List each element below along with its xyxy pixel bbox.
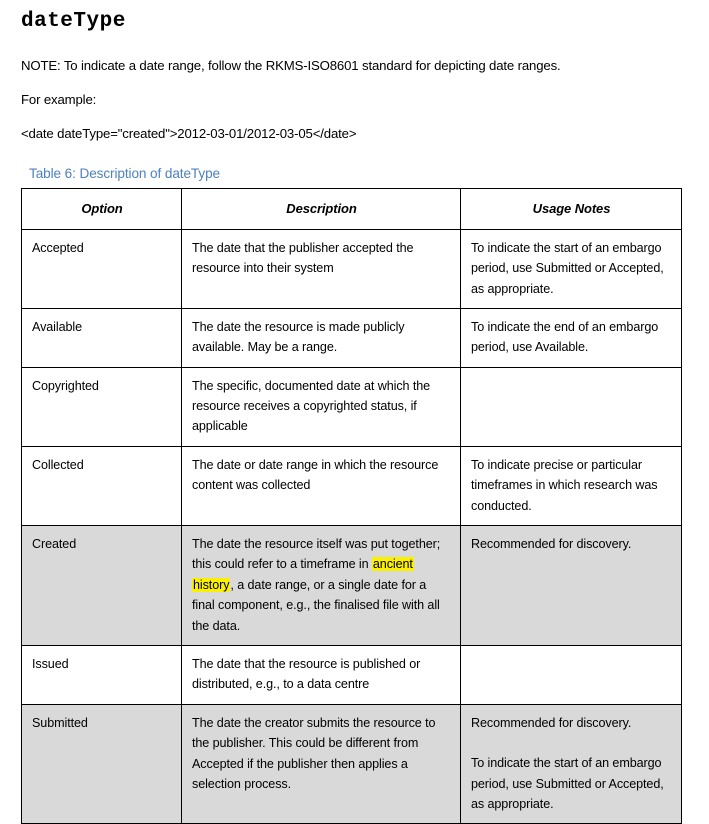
table-body [22, 229, 682, 824]
cell-usage-notes [461, 704, 682, 824]
table-row [22, 229, 682, 308]
table-row [22, 704, 682, 824]
cell-paragraph: The specific, documented date at which the resource receives a copyrighted status, if applicable [192, 378, 431, 434]
highlighted-text: ancient history [193, 557, 413, 592]
cell-paragraph: Recommended for discovery. [471, 537, 632, 552]
cell-description [182, 704, 461, 824]
cell-option: Issued [22, 645, 182, 704]
column-header-option: Option [22, 188, 182, 229]
cell-description [182, 367, 461, 446]
cell-usage-notes [461, 446, 682, 525]
cell-paragraph: To indicate the start of an embargo period, use Submitted or Accepted, as appropriate. [471, 240, 664, 296]
cell-usage-notes [461, 526, 682, 646]
cell-description [182, 645, 461, 704]
cell-option: Submitted [22, 704, 182, 824]
cell-usage-notes [461, 645, 682, 704]
cell-paragraph: Recommended for discovery. [471, 715, 632, 730]
cell-paragraph: To indicate the end of an embargo period, use Available. [471, 319, 659, 355]
table-header-row [22, 188, 682, 229]
column-header-description: Description [182, 188, 461, 229]
cell-option: Collected [22, 446, 182, 525]
cell-description [182, 446, 461, 525]
page-title: dateType [21, 10, 126, 33]
table-row [22, 645, 682, 704]
cell-paragraph: The date the resource is made publicly available. May be a range. [192, 319, 405, 355]
table-row [22, 367, 682, 446]
cell-usage-notes [461, 229, 682, 308]
cell-description [182, 526, 461, 646]
cell-paragraph: The date that the resource is published or distributed, e.g., to a data centre [192, 656, 421, 692]
cell-description [182, 229, 461, 308]
table-row [22, 526, 682, 646]
cell-usage-notes [461, 367, 682, 446]
cell-option: Accepted [22, 229, 182, 308]
cell-paragraph: The date or date range in which the resource content was collected [192, 457, 439, 493]
column-header-usage-notes: Usage Notes [461, 188, 682, 229]
note-paragraph: NOTE: To indicate a date range, follow the RKMS-ISO8601 standard for depicting date ranges. [21, 58, 561, 74]
table-caption: Table 6: Description of dateType [29, 165, 221, 181]
cell-usage-notes [461, 308, 682, 367]
cell-option: Copyrighted [22, 367, 182, 446]
example-label: For example: [21, 92, 97, 108]
cell-option: Available [22, 308, 182, 367]
cell-paragraph: To indicate the start of an embargo period, use Submitted or Accepted, as appropriate. [471, 756, 664, 811]
cell-paragraph: The date that the publisher accepted the resource into their system [192, 240, 414, 276]
cell-description [182, 308, 461, 367]
cell-paragraph: The date the creator submits the resource to the publisher. This could be different from Accepted if the publisher then applies a selection process. [192, 715, 436, 791]
cell-paragraph: The date the resource itself was put together; this could refer to a timeframe in ancient history, a date range, or a single date for a final component, e.g., the finalised file with all the data. [192, 537, 441, 633]
example-code: <date dateType="created">2012-03-01/2012-03-05</date> [21, 125, 357, 141]
datetype-description-table [21, 188, 682, 824]
table-row [22, 446, 682, 525]
table-row [22, 308, 682, 367]
cell-paragraph: To indicate precise or particular timeframes in which research was conducted. [471, 457, 658, 513]
cell-option: Created [22, 526, 182, 646]
